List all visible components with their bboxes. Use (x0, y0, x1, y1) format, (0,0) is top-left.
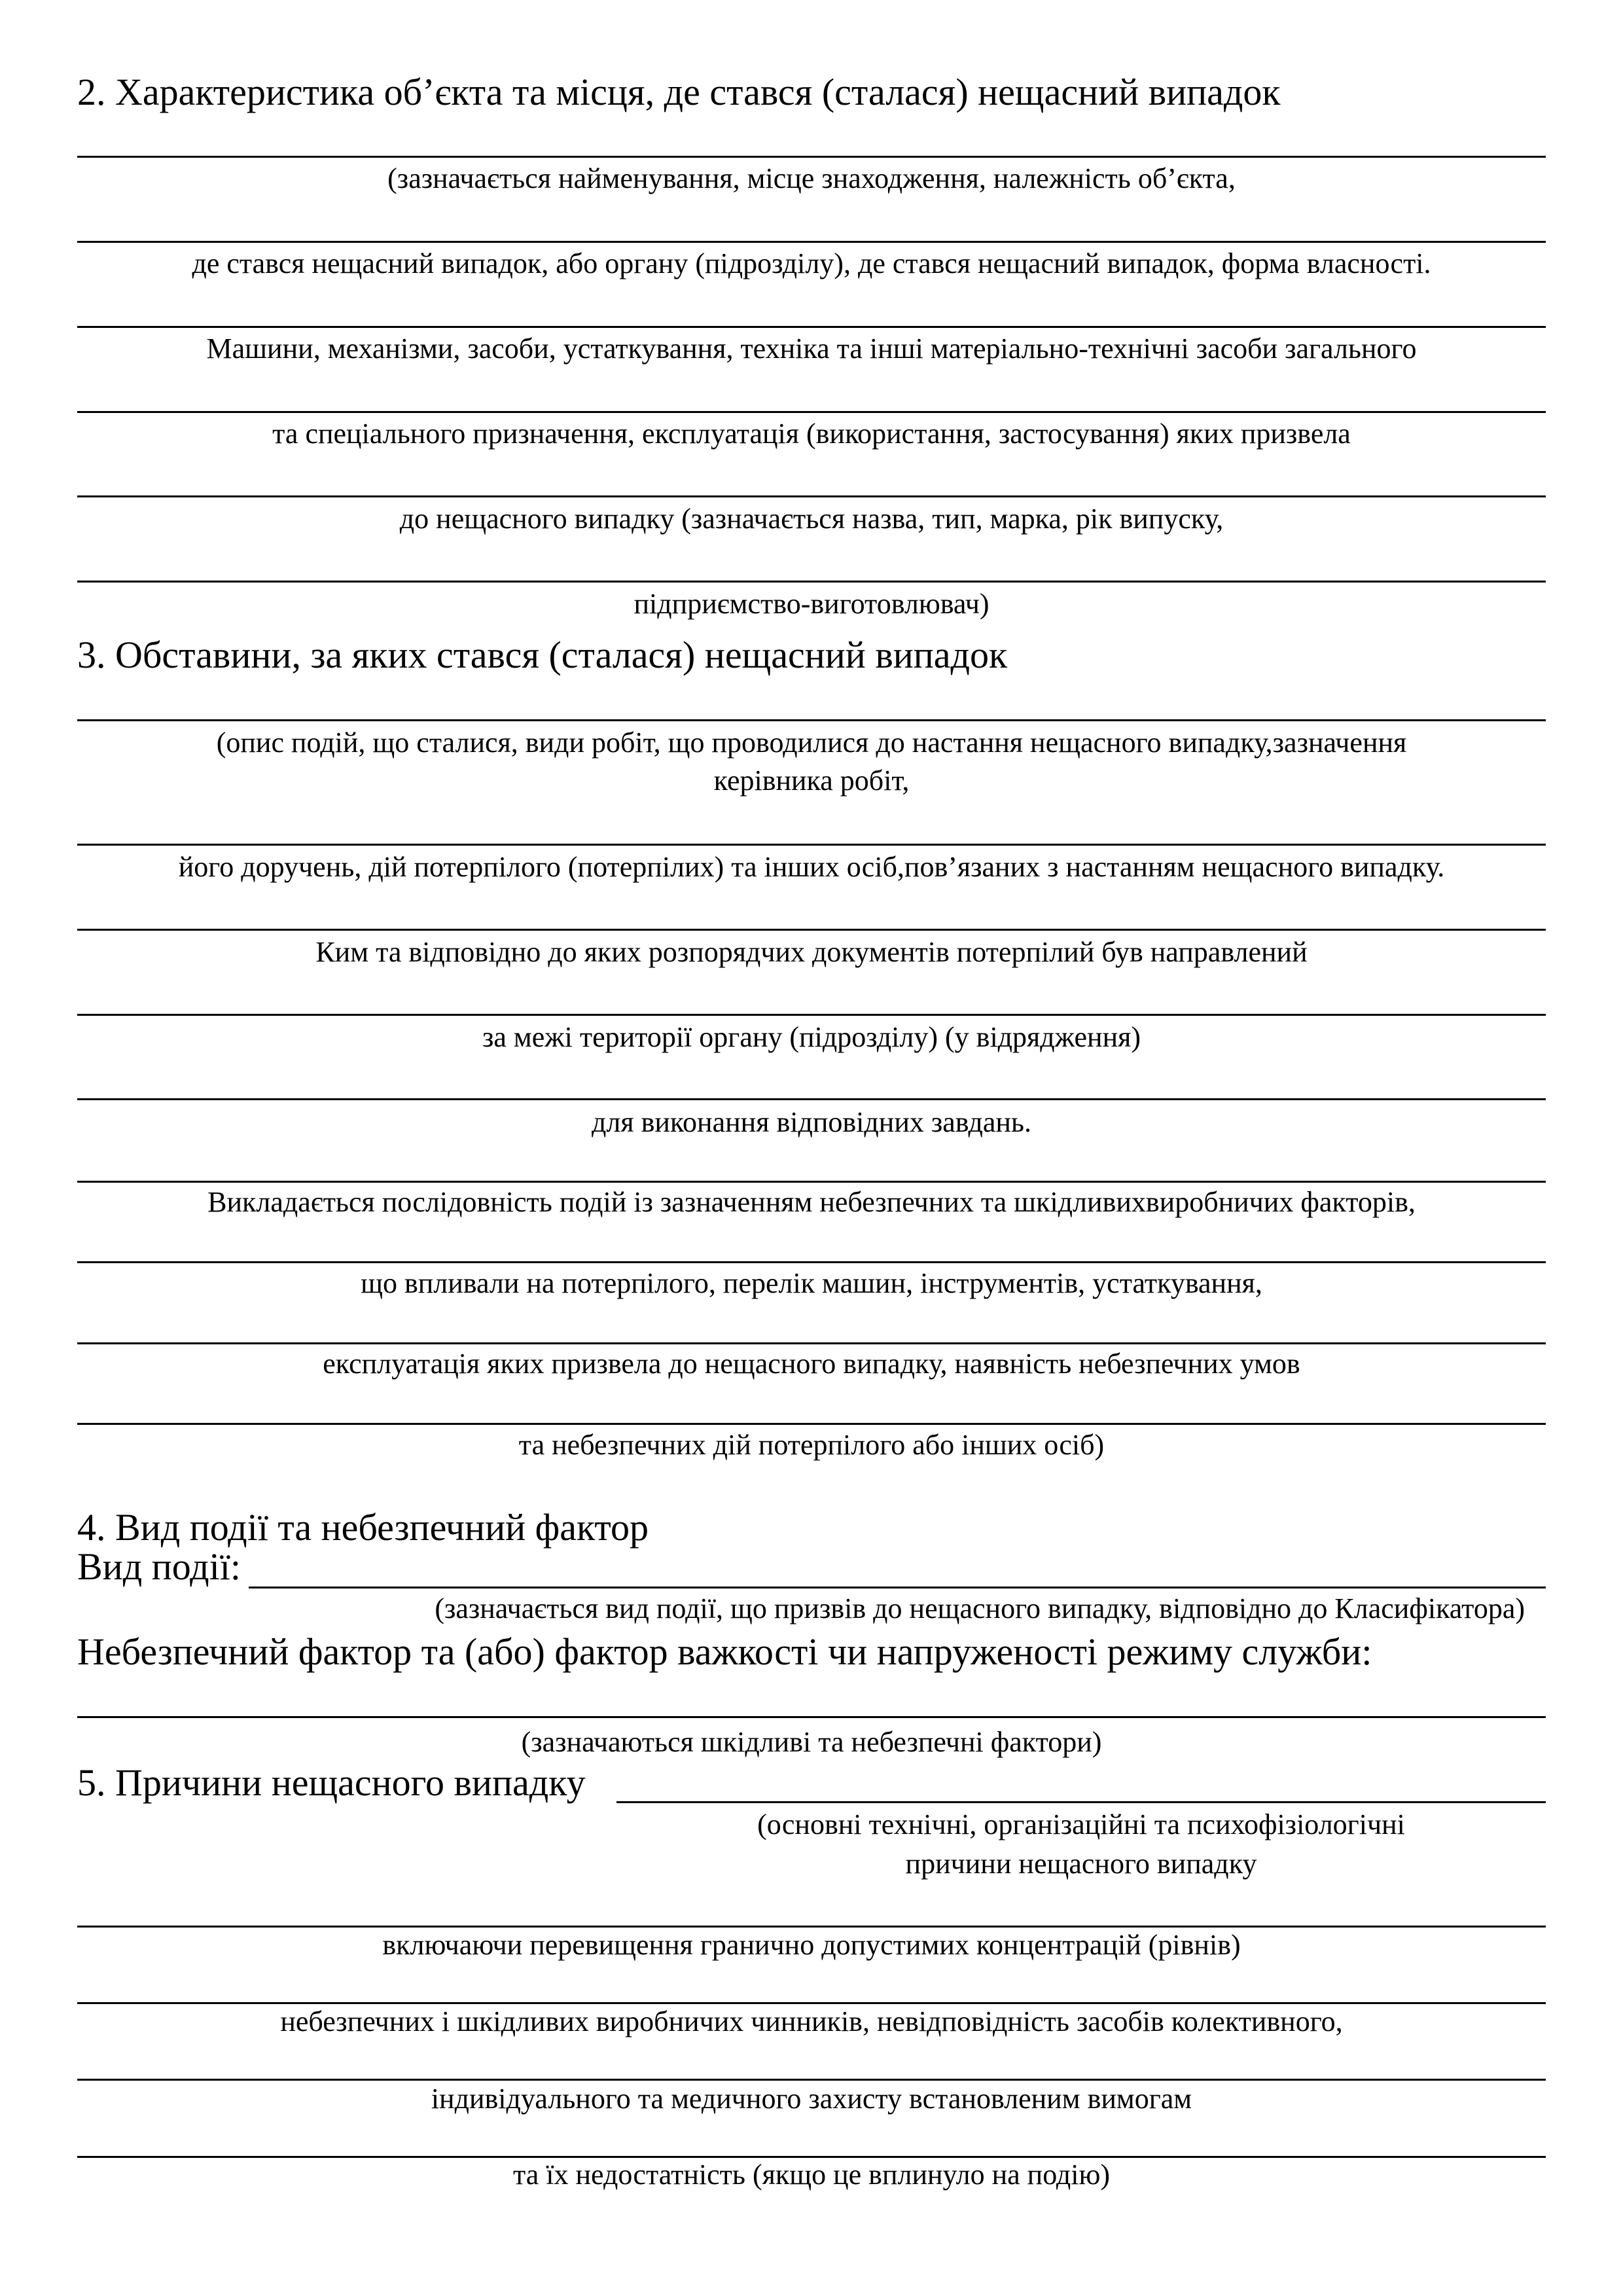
blank-line[interactable] (77, 581, 1546, 583)
section-5-heading: 5. Причини нещасного випадку (77, 1761, 586, 1804)
section-3-heading: 3. Обставини, за яких стався (сталася) нещасний випадок (77, 634, 1008, 676)
field-caption: (зазначається найменування, місце знаходження, належність об’єкта, (387, 162, 1236, 194)
section-2-heading: 2. Характеристика об’єкта та місця, де стався (сталася) нещасний випадок (77, 71, 1281, 113)
field-caption: керівника робіт, (713, 764, 910, 797)
field-caption: (основні технічні, організаційні та психофізіологічні (757, 1808, 1405, 1840)
blank-line[interactable] (77, 2156, 1546, 2158)
field-caption: (зазначається вид події, що призвів до нещасного випадку, відповідно до Класифікатора) (435, 1592, 1525, 1624)
field-caption: та їх недостатність (якщо це вплинуло на подію) (512, 2159, 1111, 2191)
field-caption: включаючи перевищення гранично допустимих концентрацій (рівнів) (382, 1929, 1241, 1961)
blank-line[interactable] (77, 2002, 1546, 2004)
blank-line[interactable] (77, 1014, 1546, 1016)
field-caption: що впливали на потерпілого, перелік машин, інструментів, устаткування, (361, 1267, 1262, 1299)
field-caption: (опис подій, що сталися, види робіт, що проводилися до настання нещасного випадку,зазначення (216, 726, 1407, 759)
cause-field[interactable] (616, 1766, 1546, 1803)
blank-line[interactable] (77, 1342, 1546, 1344)
field-caption: для виконання відповідних завдань. (592, 1106, 1031, 1138)
field-caption: індивідуального та медичного захисту встановленим вимогам (431, 2083, 1192, 2115)
field-caption: причини нещасного випадку (905, 1848, 1257, 1880)
hazard-factor-field[interactable] (77, 1681, 1546, 1718)
field-caption: (зазначаються шкідливі та небезпечні фактори) (521, 1726, 1102, 1758)
blank-line[interactable] (77, 241, 1546, 243)
blank-line[interactable] (77, 411, 1546, 413)
field-caption: його доручень, дій потерпілого (потерпілих) та інших осіб,пов’язаних з настанням нещасного випадку. (178, 851, 1445, 883)
field-caption: підприємство-виготовлювач) (633, 588, 990, 620)
blank-line[interactable] (77, 326, 1546, 328)
field-caption: експлуатація яких призвела до нещасного випадку, наявність небезпечних умов (323, 1348, 1300, 1380)
blank-line[interactable] (77, 929, 1546, 931)
hazard-factor-label: Небезпечний фактор та (або) фактор важкості чи напруженості режиму служби: (77, 1630, 1372, 1673)
field-caption: Ким та відповідно до яких розпорядчих документів потерпілий був направлений (315, 936, 1308, 968)
field-caption: та спеціального призначення, експлуатація (використання, застосування) яких призвела (272, 418, 1351, 450)
blank-line[interactable] (77, 156, 1546, 158)
blank-line[interactable] (77, 1423, 1546, 1425)
section-4-heading: 4. Вид події та небезпечний фактор (77, 1506, 649, 1549)
field-caption: Машини, механізми, засоби, устаткування, техніка та інші матеріально-технічні засоби загального (206, 332, 1417, 365)
event-type-label: Вид події: (77, 1545, 241, 1588)
field-caption: за межі території органу (підрозділу) (у відрядження) (482, 1021, 1141, 1053)
blank-line[interactable] (77, 719, 1546, 721)
field-caption: небезпечних і шкідливих виробничих чинників, невідповідність засобів колективного, (280, 2005, 1343, 2037)
blank-line[interactable] (77, 1181, 1546, 1183)
blank-line[interactable] (77, 1926, 1546, 1928)
field-caption: та небезпечних дій потерпілого або інших осіб) (518, 1429, 1105, 1461)
field-caption: до нещасного випадку (зазначається назва, тип, марка, рік випуску, (399, 503, 1224, 535)
blank-line[interactable] (77, 1261, 1546, 1263)
blank-line[interactable] (77, 495, 1546, 497)
field-caption: Викладається послідовність подій із зазначенням небезпечних та шкідливихвиробничих факторів, (207, 1186, 1416, 1218)
blank-line[interactable] (77, 1098, 1546, 1100)
blank-line[interactable] (77, 2079, 1546, 2081)
blank-line[interactable] (77, 844, 1546, 846)
event-type-field[interactable] (249, 1551, 1546, 1588)
field-caption: де стався нещасний випадок, або органу (підрозділу), де стався нещасний випадок, форма власності. (192, 247, 1431, 279)
